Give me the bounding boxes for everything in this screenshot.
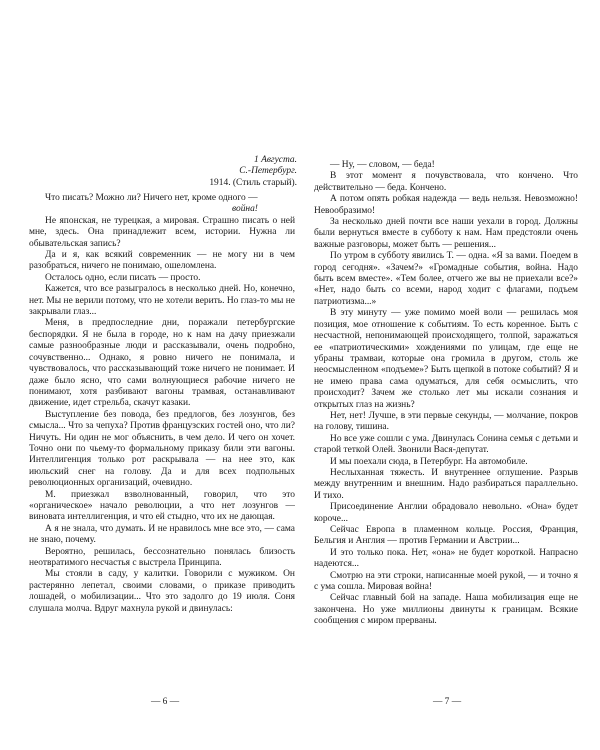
paragraph: В эту минуту — уже помимо моей воли — решилась моя позиция, мое отношение к событиям. То есть коренное. Быть с несчастной, непонимающей происходящего, толпой, заражаться ее «патриотическими» хождениями по улицам, где еще не убраны трамваи, которые она громила в другом, столь же неосмысленном «подъеме»? Быть щепкой в потоке событий? Я и не имею права сама одуматься, для себя осмыслить, что происходит? Зачем же столько лет мы искали сознания и открытых глаз на жизнь? xyxy=(314,308,578,410)
paragraph: Но все уже сошли с ума. Двинулась Сонина семья с детьми и старой теткой Олей. Звонили Вася-депутат. xyxy=(314,433,578,456)
right-page xyxy=(314,160,578,628)
paragraph: А я не знала, что думать. И не нравилось мне все это, — сама не знаю, почему. xyxy=(29,523,295,546)
paragraph: Выступление без повода, без предлогов, без лозунгов, без смысла... Что за чепуха? Против французских гостей оно, что ли? Ничуть. Ни один не мог объяснить, в чем дело. И чего он хочет. Точно они по чьему-то формальному приказу били эти вагоны. Интеллигенция только рот раскрывала — на нее это, как июльский снег на голову. Да и для всех подпольных революционных организаций, очевидно. xyxy=(29,409,295,489)
dateline-date: 1 Августа. xyxy=(253,155,297,165)
paragraph xyxy=(29,193,295,216)
paragraph-italic: война! xyxy=(232,204,258,215)
paragraph: Да и я, как всякий современник — не могу ни в чем разобраться, ничего не понимаю, ошеломлена. xyxy=(29,250,295,272)
dateline-year: 1914. (Стиль старый). xyxy=(209,177,297,188)
dateline xyxy=(150,155,297,189)
paragraph: В этот момент я почувствовала, что кончено. Что действительно — беда. Кончено. xyxy=(314,171,578,193)
page-number-left: — 6 — xyxy=(150,697,180,707)
paragraph: Сейчас Европа в пламенном кольце. Россия, Франция, Бельгия и Англия — против Германии и Австрии... xyxy=(314,525,578,547)
page-number-right: — 7 — xyxy=(432,697,462,707)
paragraph: Осталось одно, если писать — просто. xyxy=(45,272,201,283)
paragraph: Смотрю на эти строки, написанные моей рукой, — и точно я с ума сошла. Мировая война! xyxy=(314,570,578,593)
paragraph: Неслыханная тяжесть. И внутреннее оглушение. Разрыв между внутренним и внешним. Надо разбираться параллельно. И тихо. xyxy=(314,467,578,501)
paragraph: Меня, в предпоследние дни, поражали петербургские беспорядки. Я не была в городе, но к нам на дачу приезжали самые разнообразные люди и рассказывали, очень подробно, сочувственно... Однако, я ровно ничего не понимала, и чувствовалось, что рассказывающий тоже ничего не понимает. И даже было ясно, что сами волнующиеся рабочие ничего не понимают, хотя разбивают вагоны трамвая, останавливают движение, идет стрельба, скачут казаки. xyxy=(29,318,295,409)
paragraph: Нет, нет! Лучше, в эти первые секунды, — молчание, покров на голову, тишина. xyxy=(314,410,578,433)
paragraph: Сейчас главный бой на западе. Наша мобилизация еще не закончена. Но уже миллионы двинуты к границам. Всякие сообщения с миром прерваны. xyxy=(314,593,578,627)
paragraph: Вероятно, решилась, бессознательно понялась близость неотвратимого несчастья с выстрела Принципа. xyxy=(29,546,295,568)
paragraph: — Ну, — словом, — беда! xyxy=(330,160,435,170)
paragraph: А потом опять робкая надежда — ведь нельзя. Невозможно! Невообразимо! xyxy=(314,194,578,216)
left-page xyxy=(29,193,295,615)
dateline-place: С.-Петербург. xyxy=(239,166,297,177)
paragraph: Кажется, что все разыгралось в несколько дней. Но, конечно, нет. Мы не верили потому, что не хотели верить. Но глаз-то мы не закрывали глаз... xyxy=(29,284,295,318)
paragraph: М. приезжал взволнованный, говорил, что это «органическое» начало революции, а что нет лозунгов — виновата интеллигенция, и что ей стыдно, что их не дающая. xyxy=(29,489,295,523)
paragraph: И мы поехали сюда, в Петербург. На автомобиле. xyxy=(330,456,528,467)
paragraph: За несколько дней почти все наши уехали в город. Должны были вернуться вместе в субботу к нам. Нам предстояли очень важные разговоры, может быть — решения... xyxy=(314,217,578,250)
paragraph: Присоединение Англии обрадовало невольно. «Она» будет короче... xyxy=(314,502,578,524)
paragraph: По утром в субботу явились Т. — одна. «Я за вами. Поедем в город сегодня». «Зачем?» «Громадные события, война. Надо быть всем вместе». «Тем более, отчего же вы не приехали все?» «Нет, надо быть со всеми, народ ходит с флагами, подъем патриотизма...» xyxy=(314,251,578,307)
paragraph: Не японская, не турецкая, а мировая. Страшно писать о ней мне, здесь. Она принадлежит всем, истории. Нужна ли обывательская запись? xyxy=(29,215,295,249)
paragraph: И это только пока. Нет, «она» не будет короткой. Напрасно надеются... xyxy=(314,547,578,570)
paragraph-text: Что писать? Можно ли? Ничего нет, кроме одного — xyxy=(45,193,258,203)
paragraph: Мы стояли в саду, у калитки. Говорили с мужиком. Он растерянно лепетал, своими словами, о приказе приводить лошадей, о мобилизации... Что это задолго до 19 июля. Соня слушала молча. Вдруг махнула рукой и двинулась: xyxy=(29,569,295,614)
